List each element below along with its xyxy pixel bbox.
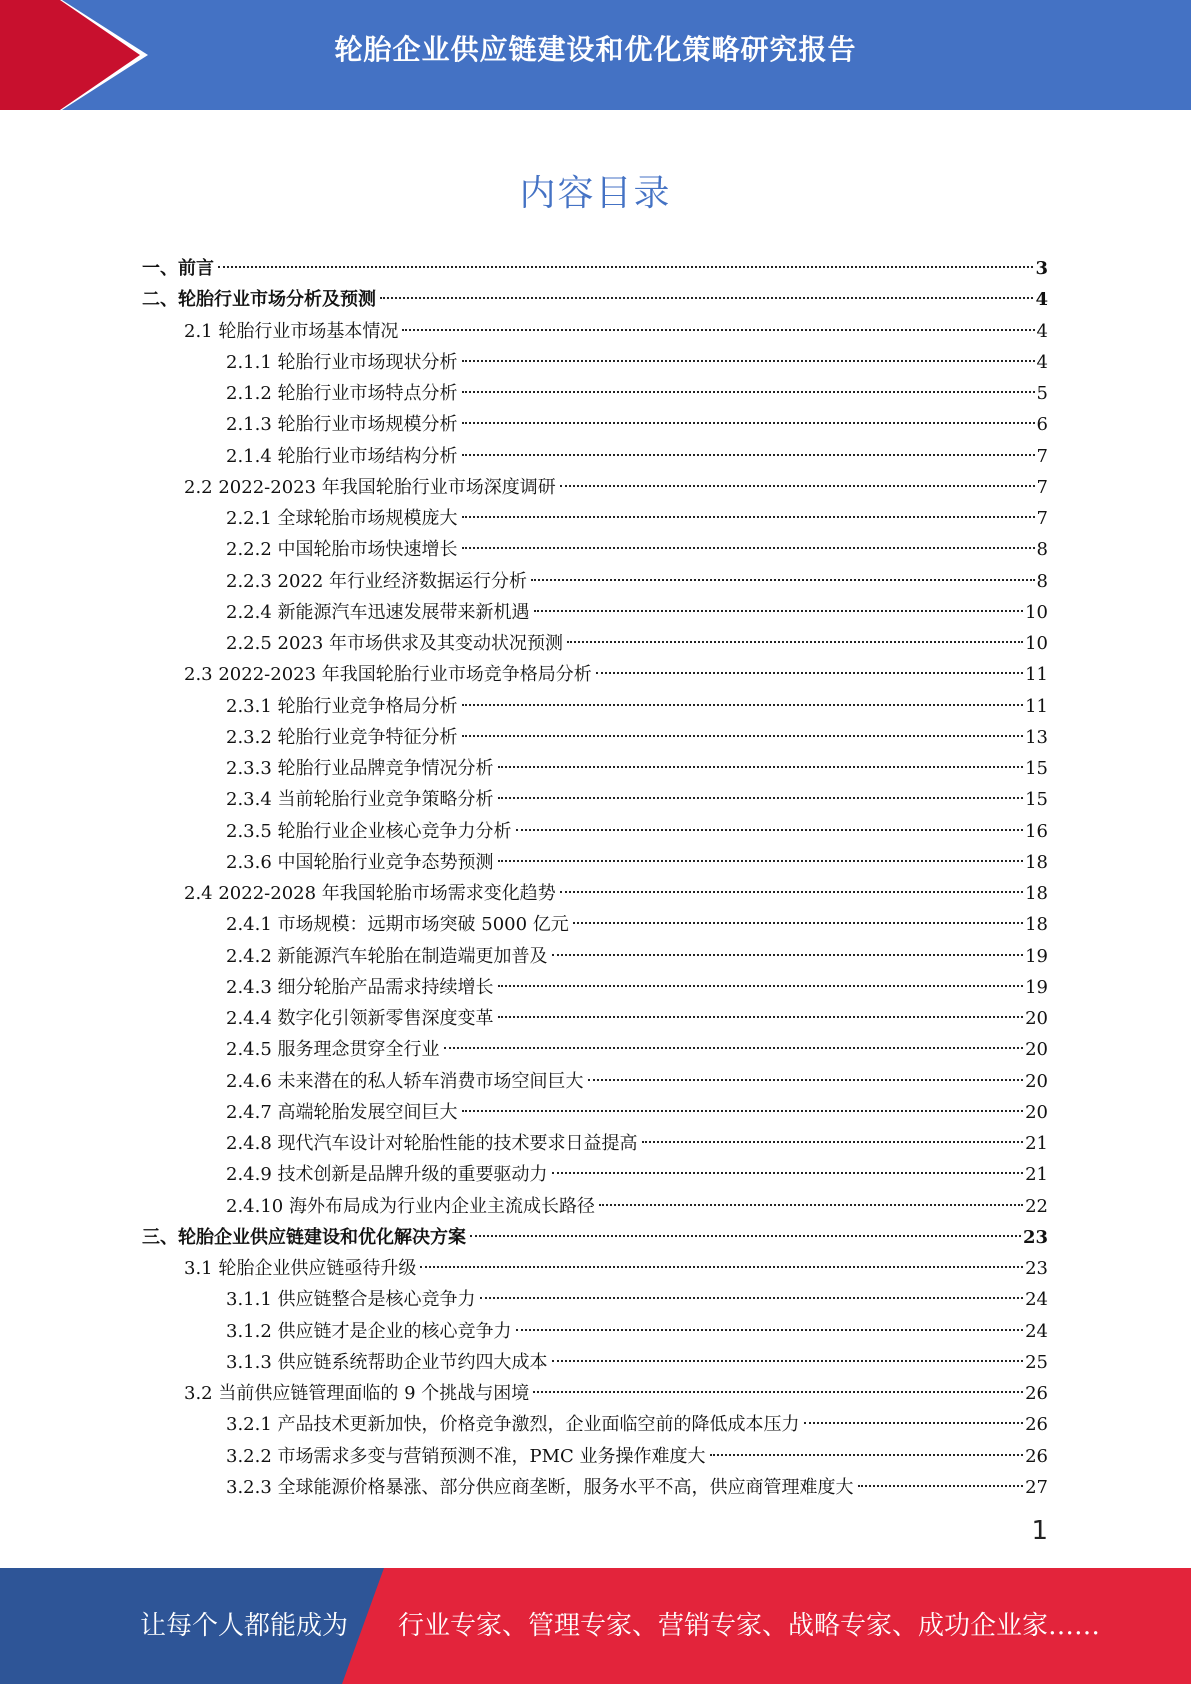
- toc-dot-leader: [462, 454, 1035, 456]
- toc-entry-label: 2.1.1 轮胎行业市场现状分析: [226, 351, 458, 373]
- toc-dot-leader: [462, 516, 1035, 518]
- toc-entry-label: 2.3.6 中国轮胎行业竞争态势预测: [226, 851, 494, 873]
- toc-dot-leader: [534, 610, 1024, 612]
- toc-entry-page: 19: [1025, 976, 1048, 998]
- toc-dot-leader: [444, 1047, 1024, 1049]
- toc-entry[interactable]: [142, 347, 1048, 378]
- toc-entry-page: 11: [1025, 664, 1048, 686]
- toc-entry-page: 7: [1036, 476, 1048, 498]
- toc-entry-label: 2.3.5 轮胎行业企业核心竞争力分析: [226, 820, 512, 842]
- toc-dot-leader: [588, 1079, 1024, 1081]
- toc-entry-label: 3.2.3 全球能源价格暴涨、部分供应商垄断，服务水平不高，供应商管理难度大: [226, 1476, 854, 1498]
- toc-dot-leader: [552, 1172, 1024, 1174]
- toc-dot-leader: [462, 547, 1035, 549]
- toc-entry-label: 2.4.8 现代汽车设计对轮胎性能的技术要求日益提高: [226, 1133, 638, 1154]
- toc-entry[interactable]: [142, 972, 1048, 1003]
- toc-dot-leader: [402, 329, 1034, 331]
- toc-entry-label: 2.4.6 未来潜在的私人轿车消费市场空间巨大: [226, 1070, 584, 1092]
- toc-entry-label: 3.2.1 产品技术更新加快，价格竞争激烈，企业面临空前的降低成本压力: [226, 1414, 800, 1436]
- toc-dot-leader: [498, 860, 1024, 862]
- toc-dot-leader: [533, 1391, 1023, 1393]
- toc-entry[interactable]: [142, 722, 1048, 753]
- toc-entry-page: 20: [1025, 1070, 1048, 1092]
- toc-entry-label: 2.1 轮胎行业市场基本情况: [184, 320, 399, 342]
- footer-slogan-left: 让每个人都能成为: [140, 1611, 349, 1641]
- toc-entry[interactable]: [142, 1472, 1048, 1503]
- toc-entry[interactable]: [142, 909, 1048, 940]
- toc-entry[interactable]: [142, 847, 1048, 878]
- toc-entry-label: 3.1.2 供应链才是企业的核心竞争力: [226, 1320, 512, 1342]
- toc-entry-page: 26: [1025, 1445, 1048, 1467]
- toc-entry-label: 2.3.3 轮胎行业品牌竞争情况分析: [226, 758, 494, 779]
- header-banner: [0, 0, 1191, 110]
- toc-entry[interactable]: [142, 284, 1048, 315]
- toc-entry-page: 10: [1025, 601, 1048, 623]
- toc-entry-page: 7: [1036, 508, 1048, 529]
- toc-dot-leader: [567, 641, 1023, 643]
- toc-entry-label: 2.2 2022-2023 年我国轮胎行业市场深度调研: [184, 476, 556, 498]
- toc-entry-page: 7: [1036, 445, 1048, 467]
- toc-entry-page: 15: [1025, 789, 1048, 811]
- toc-entry-page: 5: [1036, 383, 1048, 404]
- toc-entry-label: 二、轮胎行业市场分析及预测: [142, 289, 376, 311]
- toc-entry-page: 19: [1025, 945, 1048, 967]
- toc-dot-leader: [516, 829, 1024, 831]
- toc-dot-leader: [462, 422, 1035, 424]
- toc-entry-label: 2.4 2022-2028 年我国轮胎市场需求变化趋势: [184, 883, 556, 904]
- toc-entry-page: 21: [1025, 1133, 1048, 1154]
- toc-dot-leader: [420, 1266, 1023, 1268]
- toc-entry[interactable]: [142, 409, 1048, 440]
- toc-entry-label: 3.2 当前供应链管理面临的 9 个挑战与困境: [184, 1383, 530, 1404]
- toc-entry-label: 2.4.5 服务理念贯穿全行业: [226, 1039, 440, 1061]
- toc-entry-label: 2.2.3 2022 年行业经济数据运行分析: [226, 570, 528, 592]
- toc-entry[interactable]: [142, 1347, 1048, 1378]
- toc-entry-page: 25: [1025, 1351, 1048, 1373]
- toc-dot-leader: [462, 391, 1035, 393]
- toc-entry-label: 2.4.1 市场规模：远期市场突破 5000 亿元: [226, 914, 569, 936]
- toc-entry-label: 2.3.4 当前轮胎行业竞争策略分析: [226, 789, 494, 811]
- toc-entry-label: 2.4.2 新能源汽车轮胎在制造端更加普及: [226, 945, 548, 967]
- toc-dot-leader: [218, 266, 1033, 268]
- footer-banner: [0, 1568, 1191, 1684]
- toc-entry-label: 2.2.2 中国轮胎市场快速增长: [226, 539, 458, 561]
- toc-entry-page: 6: [1036, 414, 1048, 436]
- toc-entry-label: 2.1.2 轮胎行业市场特点分析: [226, 383, 458, 404]
- toc-entry-label: 3.1.1 供应链整合是核心竞争力: [226, 1289, 476, 1311]
- toc-entry-label: 2.3.2 轮胎行业竞争特征分析: [226, 726, 458, 748]
- toc-entry-page: 15: [1025, 758, 1048, 779]
- toc-entry-page: 20: [1025, 1101, 1048, 1123]
- toc-entry-label: 2.4.4 数字化引领新零售深度变革: [226, 1008, 494, 1029]
- toc-entry[interactable]: [142, 597, 1048, 628]
- toc-entry-page: 10: [1025, 633, 1048, 654]
- toc-entry-page: 11: [1025, 695, 1048, 717]
- toc-entry[interactable]: [142, 472, 1048, 503]
- toc-entry[interactable]: [142, 878, 1048, 909]
- toc-entry-page: 18: [1025, 883, 1048, 904]
- toc-dot-leader: [552, 1360, 1024, 1362]
- toc-entry[interactable]: [142, 1253, 1048, 1284]
- toc-entry-page: 3: [1035, 258, 1048, 279]
- header-title: 轮胎企业供应链建设和优化策略研究报告: [334, 33, 857, 66]
- toc-entry-page: 13: [1025, 726, 1048, 748]
- toc-entry-label: 2.2.1 全球轮胎市场规模庞大: [226, 508, 458, 529]
- toc-dot-leader: [516, 1329, 1024, 1331]
- toc-entry-page: 23: [1022, 1226, 1048, 1248]
- toc-entry-label: 2.4.9 技术创新是品牌升级的重要驱动力: [226, 1164, 548, 1186]
- toc-entry[interactable]: [142, 253, 1048, 284]
- toc-entry-page: 18: [1025, 851, 1048, 873]
- toc-entry-label: 3.2.2 市场需求多变与营销预测不准，PMC 业务操作难度大: [226, 1445, 706, 1467]
- toc-dot-leader: [462, 735, 1024, 737]
- toc-entry[interactable]: [142, 1284, 1048, 1315]
- toc-entry[interactable]: [142, 441, 1048, 472]
- toc-entry-label: 2.3.1 轮胎行业竞争格局分析: [226, 695, 458, 717]
- toc-dot-leader: [462, 704, 1024, 706]
- toc-dot-leader: [560, 485, 1035, 487]
- toc-entry[interactable]: [142, 1128, 1048, 1159]
- toc-dot-leader: [596, 672, 1023, 674]
- toc-entry-page: 26: [1025, 1414, 1048, 1436]
- toc-entry-page: 26: [1025, 1383, 1048, 1404]
- toc-entry[interactable]: [142, 378, 1048, 409]
- toc-entry[interactable]: [142, 1441, 1048, 1472]
- toc-entry-page: 27: [1025, 1476, 1048, 1498]
- toc-dot-leader: [804, 1422, 1024, 1424]
- table-of-contents: [142, 253, 1048, 1503]
- toc-entry-label: 3.1 轮胎企业供应链亟待升级: [184, 1258, 417, 1279]
- toc-entry-label: 三、轮胎企业供应链建设和优化解决方案: [142, 1226, 466, 1248]
- toc-dot-leader: [560, 891, 1023, 893]
- toc-entry-page: 4: [1036, 320, 1048, 342]
- toc-entry-page: 8: [1036, 570, 1048, 592]
- toc-entry[interactable]: [142, 1409, 1048, 1440]
- page-title: 内容目录: [519, 173, 672, 214]
- toc-entry-page: 20: [1025, 1008, 1048, 1029]
- toc-entry-label: 2.2.5 2023 年市场供求及其变动状况预测: [226, 633, 564, 654]
- toc-entry[interactable]: [142, 628, 1048, 659]
- toc-entry[interactable]: [142, 941, 1048, 972]
- toc-dot-leader: [531, 579, 1034, 581]
- toc-dot-leader: [480, 1297, 1024, 1299]
- toc-dot-leader: [498, 766, 1024, 768]
- toc-entry-label: 2.1.4 轮胎行业市场结构分析: [226, 445, 458, 467]
- toc-entry-label: 2.4.7 高端轮胎发展空间巨大: [226, 1101, 458, 1123]
- toc-entry-page: 21: [1025, 1164, 1048, 1186]
- footer-slogan-right: 行业专家、管理专家、营销专家、战略专家、成功企业家……: [398, 1611, 1101, 1641]
- toc-entry-label: 2.1.3 轮胎行业市场规模分析: [226, 414, 458, 436]
- toc-dot-leader: [462, 360, 1035, 362]
- toc-dot-leader: [573, 922, 1023, 924]
- toc-entry-page: 22: [1025, 1195, 1048, 1217]
- toc-entry-page: 8: [1036, 539, 1048, 561]
- toc-entry-label: 2.3 2022-2023 年我国轮胎行业市场竞争格局分析: [184, 664, 592, 686]
- toc-entry-label: 2.4.3 细分轮胎产品需求持续增长: [226, 976, 494, 998]
- toc-entry-label: 2.4.10 海外布局成为行业内企业主流成长路径: [226, 1195, 595, 1217]
- page-number: 1: [1031, 1516, 1048, 1546]
- toc-entry-page: 24: [1025, 1320, 1048, 1342]
- toc-entry[interactable]: [142, 691, 1048, 722]
- toc-entry[interactable]: [142, 1097, 1048, 1128]
- toc-dot-leader: [642, 1141, 1024, 1143]
- toc-dot-leader: [498, 1016, 1024, 1018]
- toc-dot-leader: [380, 297, 1033, 299]
- toc-entry[interactable]: [142, 1378, 1048, 1409]
- toc-dot-leader: [858, 1485, 1024, 1487]
- toc-entry[interactable]: [142, 1222, 1048, 1253]
- toc-entry[interactable]: [142, 753, 1048, 784]
- toc-entry[interactable]: [142, 784, 1048, 815]
- toc-dot-leader: [462, 1110, 1024, 1112]
- toc-entry[interactable]: [142, 816, 1048, 847]
- toc-dot-leader: [498, 797, 1024, 799]
- toc-entry-page: 4: [1036, 351, 1048, 373]
- toc-entry[interactable]: [142, 566, 1048, 597]
- toc-entry-page: 23: [1025, 1258, 1048, 1279]
- toc-entry-label: 2.2.4 新能源汽车迅速发展带来新机遇: [226, 601, 530, 623]
- toc-entry[interactable]: [142, 1316, 1048, 1347]
- toc-entry-page: 24: [1025, 1289, 1048, 1311]
- toc-dot-leader: [599, 1204, 1023, 1206]
- toc-dot-leader: [552, 954, 1024, 956]
- toc-entry[interactable]: [142, 316, 1048, 347]
- toc-dot-leader: [470, 1235, 1021, 1237]
- toc-entry[interactable]: [142, 1066, 1048, 1097]
- toc-entry-page: 4: [1035, 289, 1048, 311]
- toc-dot-leader: [498, 985, 1024, 987]
- toc-entry[interactable]: [142, 1034, 1048, 1065]
- toc-dot-leader: [710, 1454, 1024, 1456]
- toc-entry[interactable]: [142, 503, 1048, 534]
- toc-entry[interactable]: [142, 1191, 1048, 1222]
- toc-entry[interactable]: [142, 534, 1048, 565]
- toc-entry[interactable]: [142, 1159, 1048, 1190]
- toc-entry-page: 20: [1025, 1039, 1048, 1061]
- toc-entry-page: 16: [1025, 820, 1048, 842]
- toc-entry-label: 一、前言: [142, 258, 214, 279]
- toc-entry-page: 18: [1025, 914, 1048, 936]
- toc-entry-label: 3.1.3 供应链系统帮助企业节约四大成本: [226, 1351, 548, 1373]
- toc-entry[interactable]: [142, 659, 1048, 690]
- toc-entry[interactable]: [142, 1003, 1048, 1034]
